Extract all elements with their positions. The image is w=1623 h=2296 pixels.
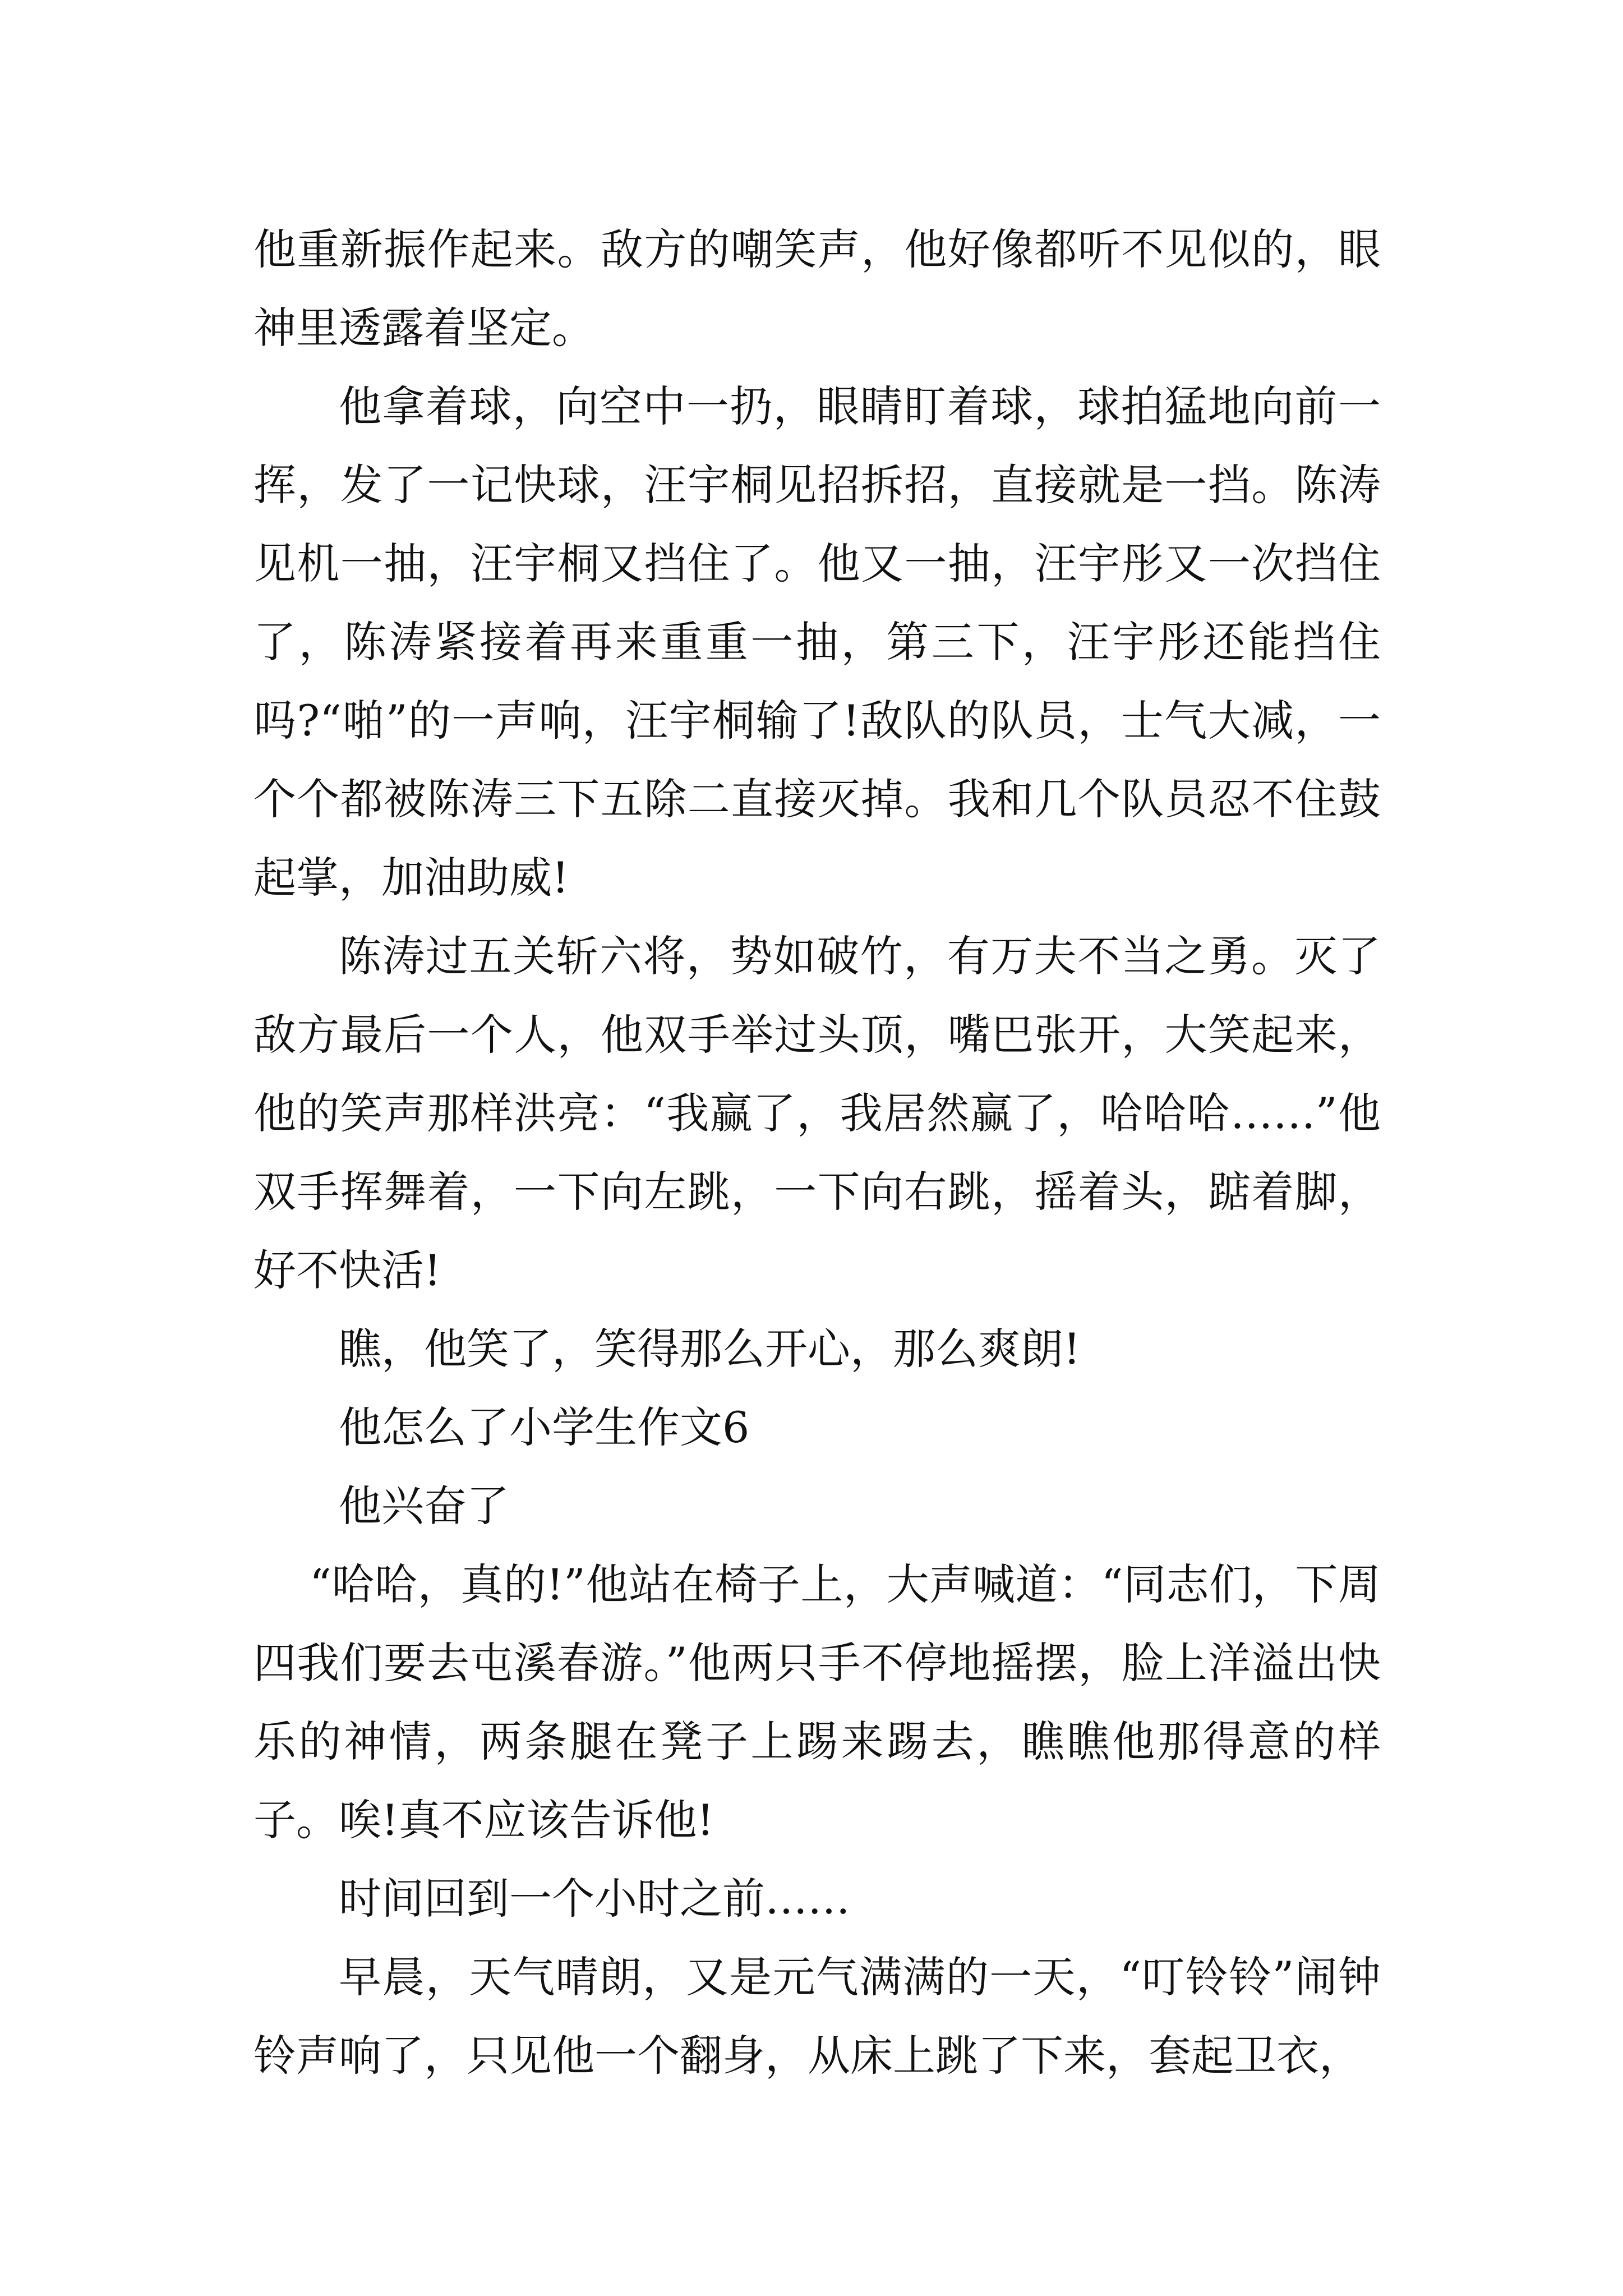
paragraph-excited: “哈哈，真的!”他站在椅子上，大声喊道：“同志们，下周四我们要去屯溪春游。”他两只手不停地摇摆，脸上洋溢出快乐的神情，两条腿在凳子上踢来踢去，瞧瞧他那得意的样子。唉!真不应该告诉他! [253,1559,1381,1845]
paragraph-laugh: 瞧，他笑了，笑得那么开心，那么爽朗! [339,1324,1081,1374]
document-body [253,210,1381,2095]
paragraph-victory: 陈涛过五关斩六将，势如破竹，有万夫不当之勇。灭了敌方最后一个人，他双手举过头顶，嘴巴张开，大笑起来，他的笑声那样洪亮：“我赢了，我居然赢了，哈哈哈……”他双手挥舞着，一下向左跳，一下向右跳，摇着头，踮着脚，好不快活! [253,931,1381,1295]
essay-title: 他怎么了小学生作文6 [339,1402,750,1452]
paragraph-match-play: 他拿着球，向空中一扔，眼睛盯着球，球拍猛地向前一挥，发了一记快球，汪宇桐见招拆招，直接就是一挡。陈涛见机一抽，汪宇桐又挡住了。他又一抽，汪宇彤又一次挡住了，陈涛紧接着再来重重一抽，第三下，汪宇彤还能挡住吗?“啪”的一声响，汪宇桐输了!敌队的队员，士气大减，一个个都被陈涛三下五除二直接灭掉。我和几个队员忍不住鼓起掌，加油助威! [253,381,1381,903]
essay-subtitle: 他兴奋了 [339,1481,509,1531]
paragraph-continued: 他重新振作起来。敌方的嘲笑声，他好像都听不见似的，眼神里透露着坚定。 [253,224,1381,353]
paragraph-morning: 早晨，天气晴朗，又是元气满满的一天，“叮铃铃”闹钟铃声响了，只见他一个翻身，从床上跳了下来，套起卫衣， [253,1952,1381,2081]
paragraph-flashback: 时间回到一个小时之前…… [339,1874,850,1924]
